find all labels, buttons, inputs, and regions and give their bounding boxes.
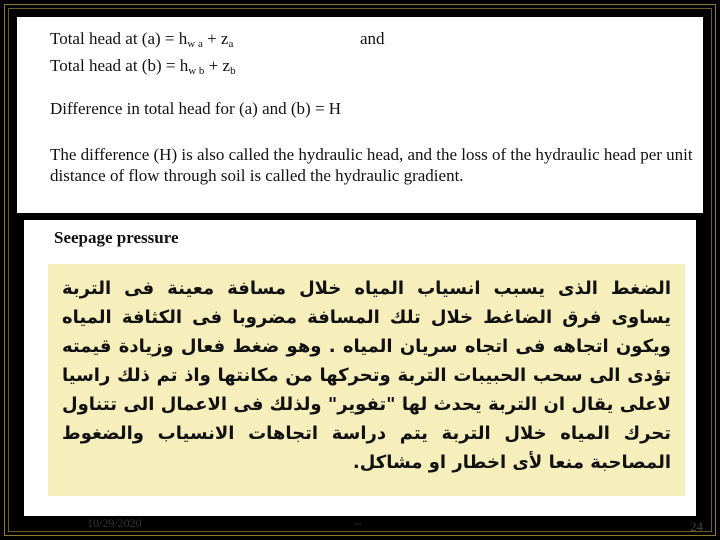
total-head-b-subscript: w b [188, 65, 205, 77]
hydraulic-gradient-paragraph: The difference (H) is also called the hydraulic head, and the loss of the hydraulic head per unit distance of flow through soil is called the hydraulic gradient. [50, 145, 693, 185]
arabic-text-box [48, 264, 685, 496]
total-head-a-line [50, 29, 233, 50]
total-head-a-subscript: w a [187, 38, 203, 50]
page-number: 24 [690, 519, 703, 534]
seepage-pressure-heading: Seepage pressure [54, 228, 179, 247]
total-head-b-line [50, 56, 236, 77]
total-head-a-z-subscript: a [228, 38, 234, 50]
total-head-b-tail: + z [204, 56, 231, 75]
total-head-a-text: Total head at (a) = h [50, 29, 188, 48]
and-word: and [360, 29, 385, 48]
footer-date: 10/29/2020 [87, 516, 142, 530]
bottom-text-panel [24, 220, 696, 516]
footer-placeholder: -- [354, 516, 362, 530]
total-head-b-z-subscript: b [230, 65, 236, 77]
total-head-a-tail: + z [202, 29, 229, 48]
arabic-paragraph: الضغط الذى يسبب انسياب المياه خلال مسافة معينة فى التربة يساوى فرق الضاغط خلال تلك المسافة مضروبا فى الكثافة المياه ويكون اتجاهه فى اتجاه سريان المياه . وهو ضغط فعال وزيادة قيمته تؤدى الى سحب الحبيبات التربة وتحركها من مكانتها واذ تم ذلك راسيا لاعلى يقال ان التربة يحدث لها "تفوير" ولذلك فى الاعمال الى تتناول تحرك المياه خلال التربة يتم دراسة اتجاهات الانسياب والضغوط المصاحبة منعا لأى اخطار او مشاكل. [62, 278, 671, 473]
difference-line: Difference in total head for (a) and (b) = H [50, 99, 342, 118]
top-text-panel [17, 17, 703, 213]
total-head-b-text: Total head at (b) = h [50, 56, 189, 75]
